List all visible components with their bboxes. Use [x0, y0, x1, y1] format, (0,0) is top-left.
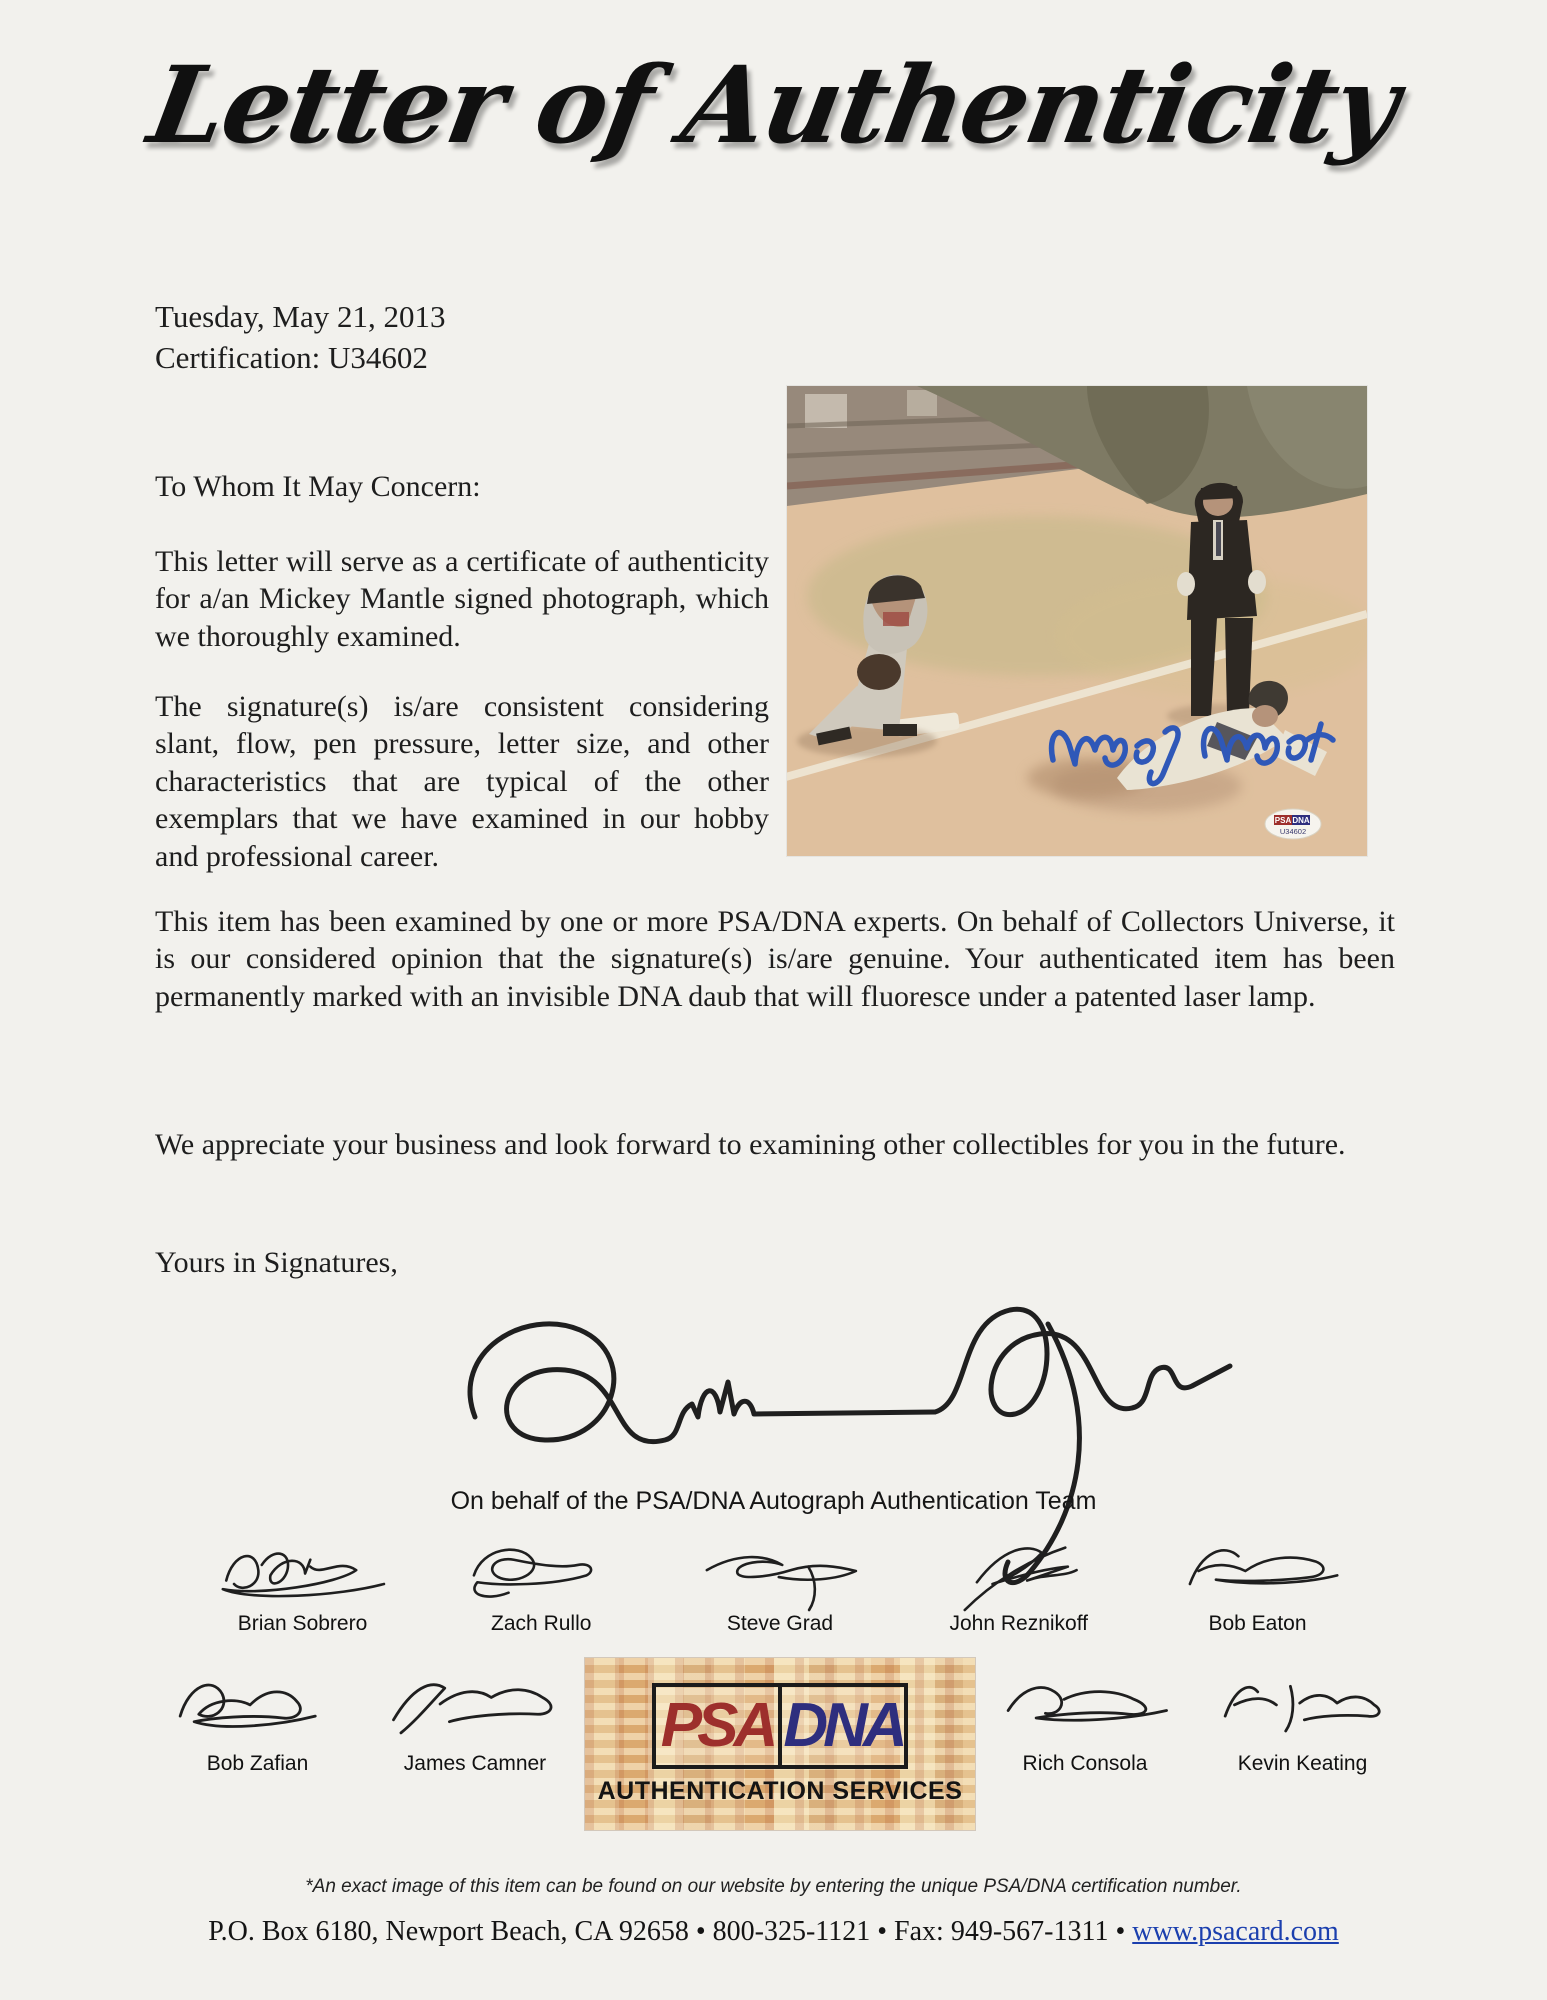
authenticated-photo	[787, 386, 1367, 856]
team-member-brian-sobrero: Brian Sobrero	[200, 1532, 405, 1636]
paragraph-examined: This item has been examined by one or more PSA/DNA experts. On behalf of Collectors Universe, it is our considered opinion that the signature(s) is/are genuine. Your authenticated item has been permanently marked with an invisible DNA daub that will fluoresce under a patented laser lamp.	[155, 905, 1395, 1013]
signature-bob-eaton	[1155, 1532, 1360, 1610]
team-member-steve-grad: Steve Grad	[678, 1532, 883, 1636]
team-member-rich-consola: Rich Consola	[978, 1658, 1193, 1776]
team-heading: On behalf of the PSA/DNA Autograph Authentication Team	[450, 1487, 1097, 1515]
footer-address	[0, 1916, 1547, 1948]
team-member-kevin-keating: Kevin Keating	[1195, 1658, 1410, 1776]
signature-bob-zafian	[155, 1658, 360, 1750]
certification-number: Certification: U34602	[155, 340, 428, 375]
team-member-bob-eaton: Bob Eaton	[1155, 1532, 1360, 1636]
psa-sticker	[1265, 809, 1321, 839]
psa-dna-logo-box	[652, 1683, 908, 1769]
salutation: To Whom It May Concern:	[155, 470, 481, 503]
authentication-services-label: AUTHENTICATION SERVICES	[597, 1776, 963, 1805]
team-member-zach-rullo: Zach Rullo	[439, 1532, 644, 1636]
signature-row-1	[200, 1532, 1360, 1636]
paragraph-appreciation: We appreciate your business and look forward to examining other collectibles for you in the future.	[155, 1128, 1346, 1161]
psa-dna-logo	[585, 1658, 975, 1830]
signature-john-reznikoff	[916, 1532, 1121, 1610]
team-member-john-reznikoff: John Reznikoff	[916, 1532, 1121, 1636]
team-member-bob-zafian: Bob Zafian	[150, 1658, 365, 1776]
page-title: Letter of Authenticity	[140, 42, 1407, 167]
signature-steve-grad	[678, 1532, 883, 1610]
footer-address-text: P.O. Box 6180, Newport Beach, CA 92658 • 800-325-1121 • Fax: 949-567-1311 •	[208, 1916, 1133, 1947]
letter-date: Tuesday, May 21, 2013	[155, 299, 446, 334]
paragraph-signature-consistency: The signature(s) is/are consistent considering slant, flow, pen pressure, letter size, and other characteristics that are typical of the other exemplars that we have examined in our hobby and professional career.	[155, 690, 769, 873]
signature-brian-sobrero	[200, 1532, 405, 1610]
signature-row-2	[150, 1658, 1410, 1830]
svg-text:PSA: PSA	[1274, 816, 1292, 825]
paragraph-certificate: This letter will serve as a certificate of authenticity for a/an Mickey Mantle signed photograph, which we thoroughly examined.	[155, 545, 769, 653]
psa-logo-text: PSA	[656, 1687, 782, 1765]
team-member-james-camner: James Camner	[368, 1658, 583, 1776]
svg-text:U34602: U34602	[1279, 827, 1307, 836]
footnote: *An exact image of this item can be found on our website by entering the unique PSA/DNA certification number.	[305, 1876, 1242, 1897]
signature-rich-consola	[983, 1658, 1188, 1750]
signature-zach-rullo	[439, 1532, 644, 1610]
closing-line: Yours in Signatures,	[155, 1246, 398, 1279]
letter-meta	[155, 296, 446, 378]
signature-james-camner	[373, 1658, 578, 1750]
psacard-website-link[interactable]: www.psacard.com	[1132, 1916, 1339, 1947]
svg-text:DNA: DNA	[1292, 816, 1310, 825]
signature-kevin-keating	[1200, 1658, 1405, 1750]
dna-logo-text: DNA	[783, 1691, 903, 1760]
